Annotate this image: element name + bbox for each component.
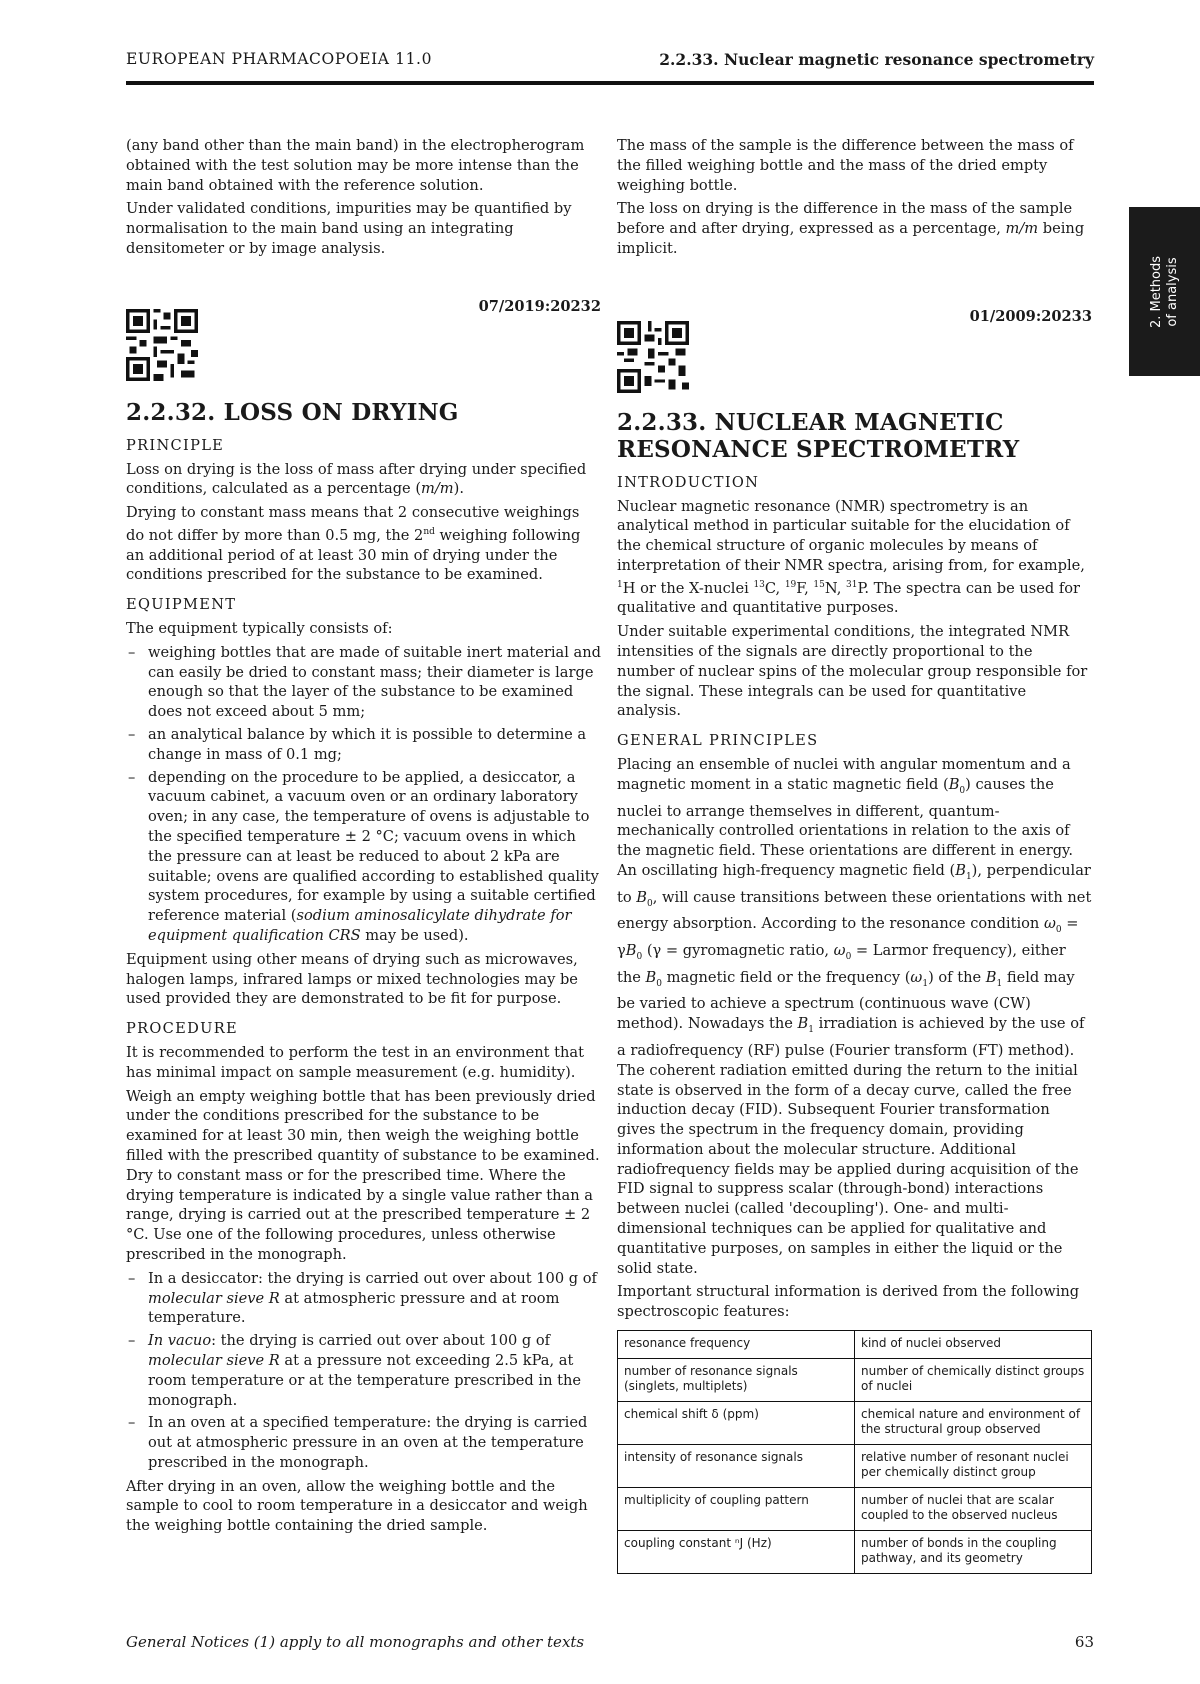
- section-side-tab: [1129, 207, 1200, 376]
- section-title: 2.2.33. NUCLEAR MAGNETIC RESONANCE SPECTROMETRY: [617, 408, 1020, 463]
- qr-code-icon: [617, 321, 689, 393]
- paragraph: Loss on drying is the loss of mass after drying under specified conditions, calculated as a percentage (m/m).: [126, 460, 587, 498]
- paragraph: Under validated conditions, impurities may be quantified by normalisation to the main band using an integrating densitometer or by image analysis.: [126, 200, 572, 257]
- paragraph: Drying to constant mass means that 2 consecutive weighings do not differ by more than 0.5 mg, the 2nd weighing following an additional period of at least 30 min of drying under the conditions prescribed for the substance to be examined.: [126, 504, 581, 584]
- list-item: – weighing bottles that are made of suitable inert material and can easily be dried to constant mass; their diameter is large enough so that the layer of the substance to be examined does not exceed about 5 mm;: [126, 643, 601, 722]
- paragraph: After drying in an oven, allow the weighing bottle and the sample to cool to room temperature in a desiccator and weigh the weighing bottle containing the dried sample.: [126, 1477, 588, 1535]
- subheading-procedure: PROCEDURE: [126, 1020, 238, 1038]
- table-cell: number of chemically distinct groups of nuclei: [855, 1358, 1092, 1401]
- paragraph: Placing an ensemble of nuclei with angular momentum and a magnetic moment in a static magnetic field $(B_0)$ causes the nuclei to arrange themselves in different, quantum-mechanically controlled orientations in relation to the axis of the magnetic field. These orientations are different in energy. An oscillating high-frequency magnetic field $(B_1)$, perpendicular to $B_0$, will cause transitions between these orientations with net energy absorption. According to the resonance condition $\omega_0 = \gamma B_0$ (γ = gyromagnetic ratio, $\omega_0$ = Larmor frequency), either the $B_0$ magnetic field or the frequency $(\omega_1)$ of the $B_1$ field may be varied to achieve a spectrum (continuous wave (CW) method). Nowadays the $B_1$ irradiation is achieved by the use of a radiofrequency (RF) pulse (Fourier transform (FT) method). The coherent radiation emitted during the return to the initial state is observed in the form of a decay curve, called the free induction decay (FID). Subsequent Fourier transformation gives the spectrum in the frequency domain, providing information about the molecular structure. Additional radiofrequency fields may be applied during acquisition of the FID signal to suppress scalar (through-bond) interactions between nuclei (called 'decoupling'). One- and multi-dimensional techniques can be applied for qualitative and quantitative purposes, on samples in either the liquid or the solid state.: [617, 756, 1092, 1277]
- table-cell: kind of nuclei observed: [855, 1331, 1092, 1359]
- paragraph: The equipment typically consists of:: [126, 620, 393, 638]
- procedure-list: [126, 1269, 601, 1473]
- paragraph: Important structural information is derived from the following spectroscopic features:: [617, 1283, 1080, 1321]
- table-row: [618, 1444, 1092, 1487]
- monograph-ref-number: 07/2019:20232: [478, 297, 601, 315]
- list-item: – In a desiccator: the drying is carried out over about 100 g of molecular sieve R at atmospheric pressure and at room temperature.: [126, 1269, 601, 1328]
- header-publication: EUROPEAN PHARMACOPOEIA 11.0: [126, 50, 433, 68]
- monograph-ref-number: 01/2009:20233: [969, 307, 1092, 325]
- table-cell: multiplicity of coupling pattern: [618, 1487, 855, 1530]
- side-tab-line2: of analysis: [1164, 256, 1180, 327]
- paragraph: The mass of the sample is the difference between the mass of the filled weighing bottle and the mass of the dried empty weighing bottle.: [617, 137, 1074, 194]
- table-cell: resonance frequency: [618, 1331, 855, 1359]
- paragraph: It is recommended to perform the test in an environment that has minimal impact on sample measurement (e.g. humidity).: [126, 1043, 584, 1081]
- table-row: [618, 1487, 1092, 1530]
- list-item: – In an oven at a specified temperature: the drying is carried out at atmospheric pressure in an oven at the temperature prescribed in the monograph.: [126, 1413, 601, 1472]
- table-cell: number of nuclei that are scalar coupled to the observed nucleus: [855, 1487, 1092, 1530]
- subheading-equipment: EQUIPMENT: [126, 596, 237, 614]
- table-row: [618, 1331, 1092, 1359]
- header-section-title: 2.2.33. Nuclear magnetic resonance spectrometry: [659, 50, 1094, 69]
- list-item: – an analytical balance by which it is possible to determine a change in mass of 0.1 mg;: [126, 725, 601, 765]
- table-cell: number of bonds in the coupling pathway, and its geometry: [855, 1530, 1092, 1573]
- nmr-features-table: [617, 1330, 1092, 1574]
- table-cell: relative number of resonant nuclei per chemically distinct group: [855, 1444, 1092, 1487]
- monograph-ref-row: [617, 307, 1092, 393]
- list-item: – In vacuo: the drying is carried out over about 100 g of molecular sieve R at a pressure not exceeding 2.5 kPa, at room temperature or at the temperature prescribed in the monograph.: [126, 1331, 601, 1410]
- subheading-general-principles: GENERAL PRINCIPLES: [617, 732, 819, 750]
- side-tab-line1: 2. Methods: [1148, 255, 1164, 328]
- paragraph: The loss on drying is the difference in the mass of the sample before and after drying, expressed as a percentage, m/m being implicit.: [617, 200, 1085, 257]
- table-cell: intensity of resonance signals: [618, 1444, 855, 1487]
- subheading-introduction: INTRODUCTION: [617, 473, 760, 491]
- left-column: [126, 136, 601, 1540]
- monograph-ref-row: [126, 297, 601, 383]
- subheading-principle: PRINCIPLE: [126, 436, 225, 454]
- list-item: – depending on the procedure to be applied, a desiccator, a vacuum cabinet, a vacuum oven or an ordinary laboratory oven; in any case, the temperature of ovens is adjustable to the specified temperature ± 2 °C; vacuum ovens in which the pressure can at least be reduced to about 2 kPa are suitable; ovens are qualified according to established quality system procedures, for example by using a suitable certified reference material (sodium aminosalicylate dihydrate for equipment qualification CRS may be used).: [126, 768, 601, 946]
- footer-notice: General Notices (1) apply to all monographs and other texts: [126, 1633, 585, 1651]
- paragraph: Nuclear magnetic resonance (NMR) spectrometry is an analytical method in particular suitable for the elucidation of the chemical structure of organic molecules by means of interpretation of their NMR spectra, arising from, for example, $^1$H or the X-nuclei $^{13}$C, $^{19}$F, $^{15}$N, $^{31}$P. The spectra can be used for qualitative and quantitative purposes.: [617, 497, 1085, 617]
- table-row: [618, 1401, 1092, 1444]
- table-cell: chemical shift δ (ppm): [618, 1401, 855, 1444]
- right-column: [617, 136, 1092, 1574]
- qr-code-icon: [126, 309, 198, 381]
- section-title: 2.2.32. LOSS ON DRYING: [126, 398, 459, 426]
- equipment-list: [126, 643, 601, 946]
- table-row: [618, 1358, 1092, 1401]
- table-cell: number of resonance signals (singlets, multiplets): [618, 1358, 855, 1401]
- paragraph: Equipment using other means of drying such as microwaves, halogen lamps, infrared lamps or mixed technologies may be used provided they are demonstrated to be fit for purpose.: [126, 950, 578, 1008]
- page-number: 63: [1074, 1633, 1094, 1651]
- table-cell: chemical nature and environment of the structural group observed: [855, 1401, 1092, 1444]
- paragraph: Weigh an empty weighing bottle that has been previously dried under the conditions prescribed for the substance to be examined for at least 30 min, then weigh the weighing bottle filled with the prescribed quantity of substance to be examined. Dry to constant mass or for the prescribed time. Where the drying temperature is indicated by a single value rather than a range, drying is carried out at the prescribed temperature ± 2 °C. Use one of the following procedures, unless otherwise prescribed in the monograph.: [126, 1087, 600, 1263]
- table-cell: coupling constant ⁿJ (Hz): [618, 1530, 855, 1573]
- table-row: [618, 1530, 1092, 1573]
- header-rule: [126, 81, 1094, 85]
- paragraph: (any band other than the main band) in the electropherogram obtained with the test solution may be more intense than the main band obtained with the reference solution.: [126, 137, 585, 194]
- paragraph: Under suitable experimental conditions, the integrated NMR intensities of the signals are directly proportional to the number of nuclear spins of the molecular group responsible for the signal. These integrals can be used for quantitative analysis.: [617, 623, 1088, 720]
